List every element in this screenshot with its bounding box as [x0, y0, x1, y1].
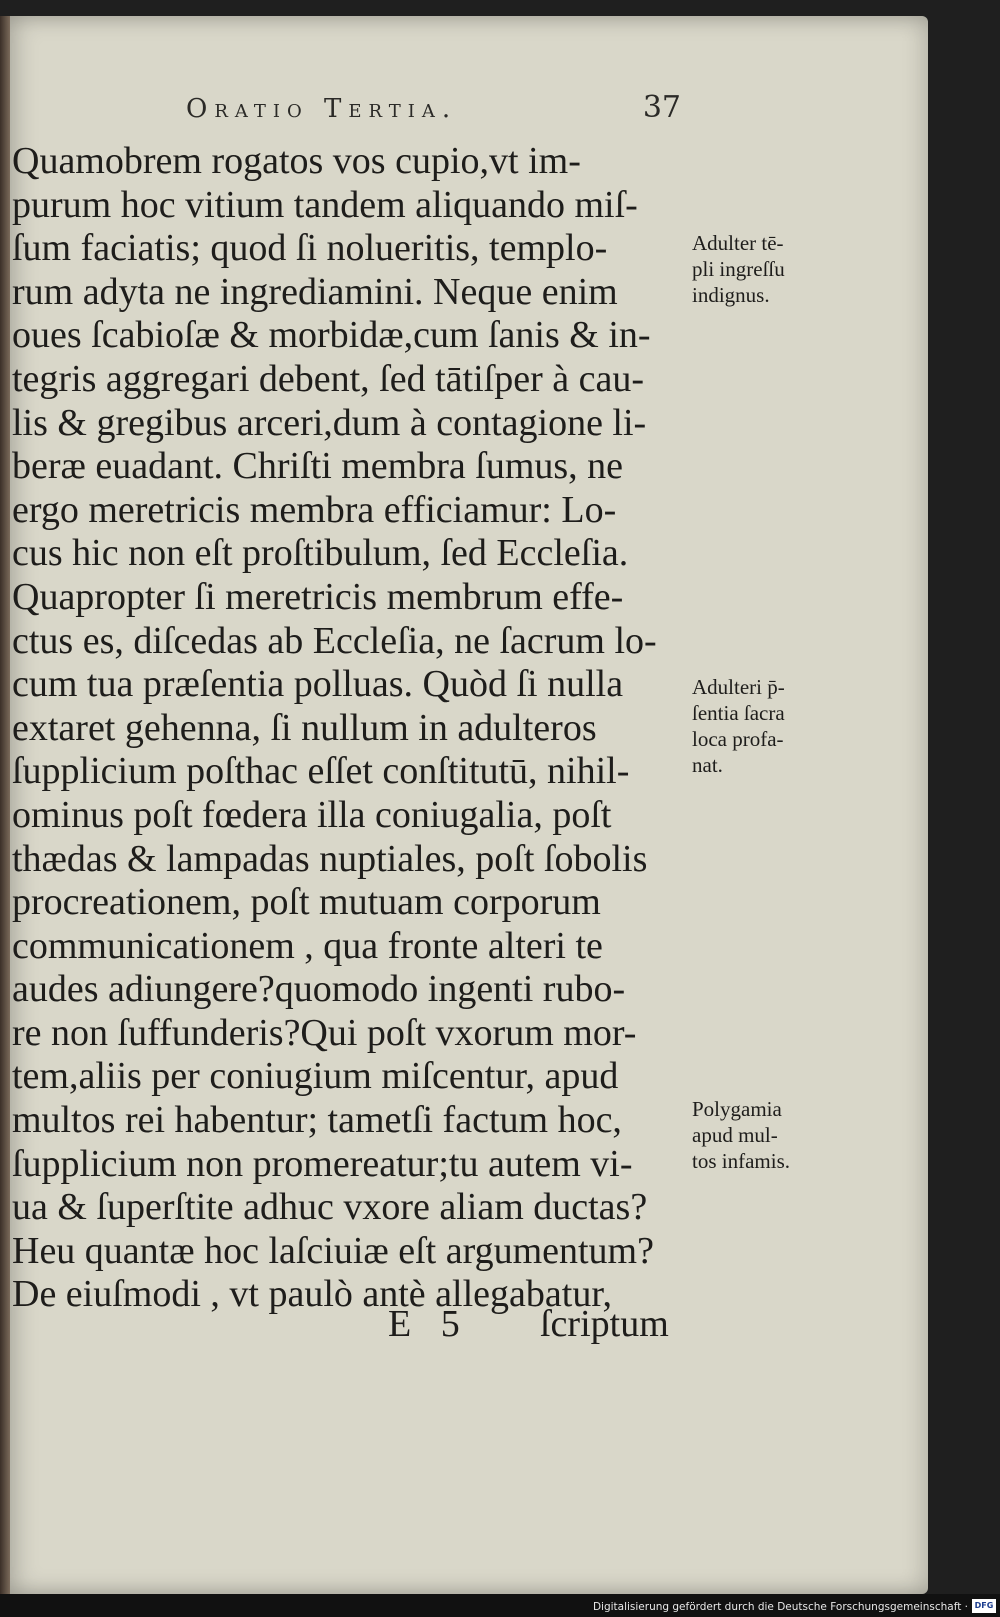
text-line: procreationem, poſt mutuam corporum: [12, 881, 601, 924]
margin-note-line: pli ingreſſu: [692, 257, 785, 281]
text-line: ominus poſt fœdera illa coniugalia, poſt: [12, 793, 612, 836]
text-line: re non ſuffunderis?Qui poſt vxorum mor-: [12, 1011, 637, 1054]
running-head-title: Oratio Tertia.: [186, 94, 458, 124]
body-text: [12, 140, 692, 1317]
margin-note-polygamia: [692, 1096, 842, 1174]
text-line: communicationem , qua fronte alteri te: [12, 924, 603, 967]
signature-mark: E 5: [388, 1303, 470, 1345]
margin-note-line: apud mul-: [692, 1123, 778, 1147]
margin-note-line: tos infamis.: [692, 1149, 790, 1173]
margin-note-line: Adulteri p̄-: [692, 675, 785, 699]
dfg-logo-icon: DFG: [972, 1599, 996, 1613]
text-line: thædas & lampadas nuptiales, poſt ſobolis: [12, 837, 648, 880]
funding-credit: Digitalisierung gefördert durch die Deutsche Forschungsgemeinschaft ·: [592, 1601, 968, 1613]
margin-note-line: Polygamia: [692, 1097, 782, 1121]
text-line: audes adiungere?quomodo ingenti rubo-: [12, 968, 626, 1011]
text-line: ſupplicium poſthac eſſet conſtitutū, nihil-: [12, 750, 630, 793]
text-line: ua & ſuperſtite adhuc vxore aliam ductas?: [12, 1186, 648, 1229]
text-line: rum adyta ne ingrediamini. Neque enim: [12, 270, 618, 313]
text-line: ſupplicium non promereatur;tu autem vi-: [12, 1142, 633, 1185]
text-line: cum tua præſentia polluas. Quòd ſi nulla: [12, 663, 624, 706]
text-line: tem,aliis per coniugium miſcentur, apud: [12, 1055, 619, 1098]
text-line: De eiuſmodi , vt paulò antè allegabatur,: [12, 1273, 612, 1316]
book-spine-edge: [0, 16, 10, 1594]
margin-note-adulter: [692, 230, 842, 308]
text-line: cus hic non eſt proſtibulum, ſed Eccleſia.: [12, 532, 629, 575]
text-line: beræ euadant. Chriſti membra ſumus, ne: [12, 445, 624, 488]
margin-note-line: ſentia ſacra: [692, 701, 785, 725]
text-line: tegris aggregari debent, ſed tātiſper à cau-: [12, 357, 644, 400]
credit-bar: [0, 1594, 1000, 1617]
text-line: oues ſcabioſæ & morbidæ,cum ſanis & in-: [12, 314, 651, 357]
text-line: multos rei habentur; tametſi factum hoc,: [12, 1099, 622, 1142]
page-number: 37: [642, 90, 681, 125]
catchword: ſcriptum: [540, 1303, 669, 1345]
text-line: ctus es, diſcedas ab Eccleſia, ne ſacrum lo-: [12, 619, 657, 662]
margin-note-line: Adulter tē-: [692, 231, 784, 255]
running-head: [186, 86, 681, 126]
text-line: lis & gregibus arceri,dum à contagione li-: [12, 401, 647, 444]
book-page: [0, 16, 928, 1594]
margin-note-line: nat.: [692, 753, 723, 777]
text-line: extaret gehenna, ſi nullum in adulteros: [12, 706, 597, 749]
margin-note-line: loca profa-: [692, 727, 784, 751]
text-line: purum hoc vitium tandem aliquando miſ-: [12, 183, 638, 226]
text-line: Quapropter ſi meretricis membrum effe-: [12, 575, 624, 618]
margin-note-line: indignus.: [692, 283, 770, 307]
text-line: ergo meretricis membra efficiamur: Lo-: [12, 488, 617, 531]
margin-note-adulteri: [692, 674, 842, 778]
text-line: ſum faciatis; quod ſi nolueritis, templo-: [12, 227, 608, 270]
text-line: Quamobrem rogatos vos cupio,vt im-: [12, 140, 581, 182]
text-line: Heu quantæ hoc laſciuiæ eſt argumentum?: [12, 1229, 654, 1272]
